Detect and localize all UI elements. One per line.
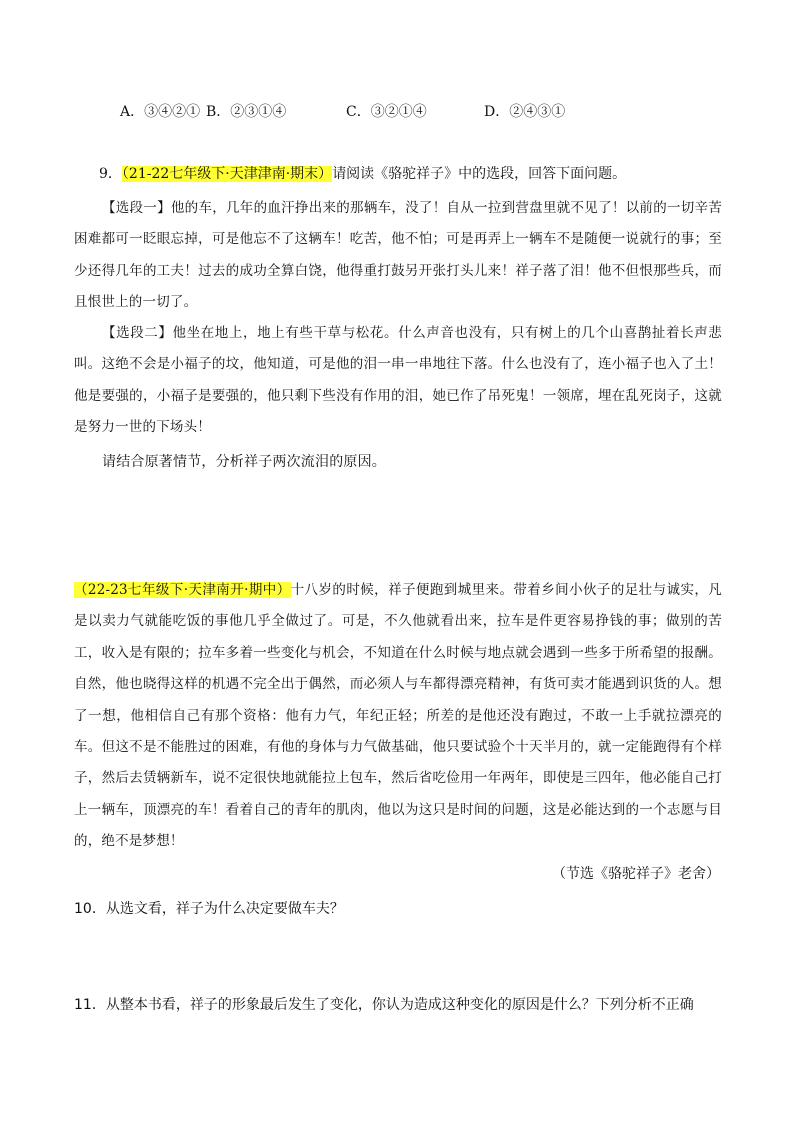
question-prompt: 请阅读《骆驼祥子》中的选段，回答下面问题。 — [332, 166, 627, 182]
excerpt-one — [74, 193, 722, 319]
option-b: B．②③①④ — [206, 104, 287, 120]
question-10: 10．从选文看，祥子为什么决定要做车夫？ — [74, 901, 344, 917]
option-d: D．②④③① — [484, 104, 566, 120]
passage-two-text: 十八岁的时候，祥子便跑到城里来。带着乡间小伙子的足壮与诚实，凡是以卖力气就能吃饭的事他几乎全做过了。可是，不久他就看出来，拉车是件更容易挣钱的事；做别的苦工，收入是有限的；拉车多着一些变化与机会，不知道在什么时候与地点就会遇到一些多于所希望的报酬。自然，他也晓得这样的机遇不完全出于偶然，而必须人与车都得漂亮精神，有货可卖才能遇到识货的人。想了一想，他相信自己有那个资格：他有力气，年纪正轻；所差的是他还没有跑过，不敢一上手就拉漂亮的车。但这不是不能胜过的困难，有他的身体与力气做基础，他只要试验个十天半月的，就一定能跑得有个样子，然后去赁辆新车，说不定很快地就能拉上包车，然后省吃俭用一年两年，即使是三四年，他必能自己打上一辆车，顶漂亮的车！看着自己的青年的肌肉，他以为这只是时间的问题，这是必能达到的一个志愿与目的，绝不是梦想！ — [74, 582, 722, 850]
question-11: 11．从整本书看，祥子的形象最后发生了变化，你认为造成这种变化的原因是什么？下列分析不正确 — [74, 997, 694, 1013]
passage-two — [74, 575, 722, 858]
excerpt-two — [74, 318, 722, 444]
option-c: C．③②①④ — [346, 104, 427, 120]
excerpt-one-label: 【选段一】 — [102, 200, 171, 216]
source-tag: （21-22七年级下·天津津南·期末） — [121, 166, 333, 182]
excerpt-one-text: 他的车，几年的血汗挣出来的那辆车，没了！自从一拉到营盘里就不见了！以前的一切辛苦困难都可一眨眼忘掉，可是他忘不了这辆车！吃苦，他不怕；可是再弄上一辆车不是随便一说就行的事；至少还得几年的工夫！过去的成功全算白饶，他得重打鼓另开张打头儿来！祥子落了泪！他不但恨那些兵，而且恨世上的一切了。 — [74, 200, 723, 311]
question-9-task: 请结合原著情节，分析祥子两次流泪的原因。 — [102, 454, 386, 470]
excerpt-two-label: 【选段二】 — [102, 325, 173, 341]
option-a: A．③④②① — [120, 104, 201, 120]
question-number: 9． — [99, 166, 122, 182]
excerpt-two-text: 他坐在地上，地上有些干草与松花。什么声音也没有，只有树上的几个山喜鹊扯着长声悲叫。这绝不会是小福子的坟，他知道，可是他的泪一串一串地往下落。什么也没有了，连小福子也入了土！他是要强的，小福子是要强的，他只剩下些没有作用的泪，她已作了吊死鬼！一领席，埋在乱死岗子，这就是努力一世的下场头！ — [74, 325, 722, 436]
passage-source: （节选《骆驼祥子》老舍） — [552, 866, 720, 882]
passage-two-tag: （22-23七年级下·天津南开·期中） — [74, 582, 291, 598]
question-9-header — [99, 163, 626, 183]
